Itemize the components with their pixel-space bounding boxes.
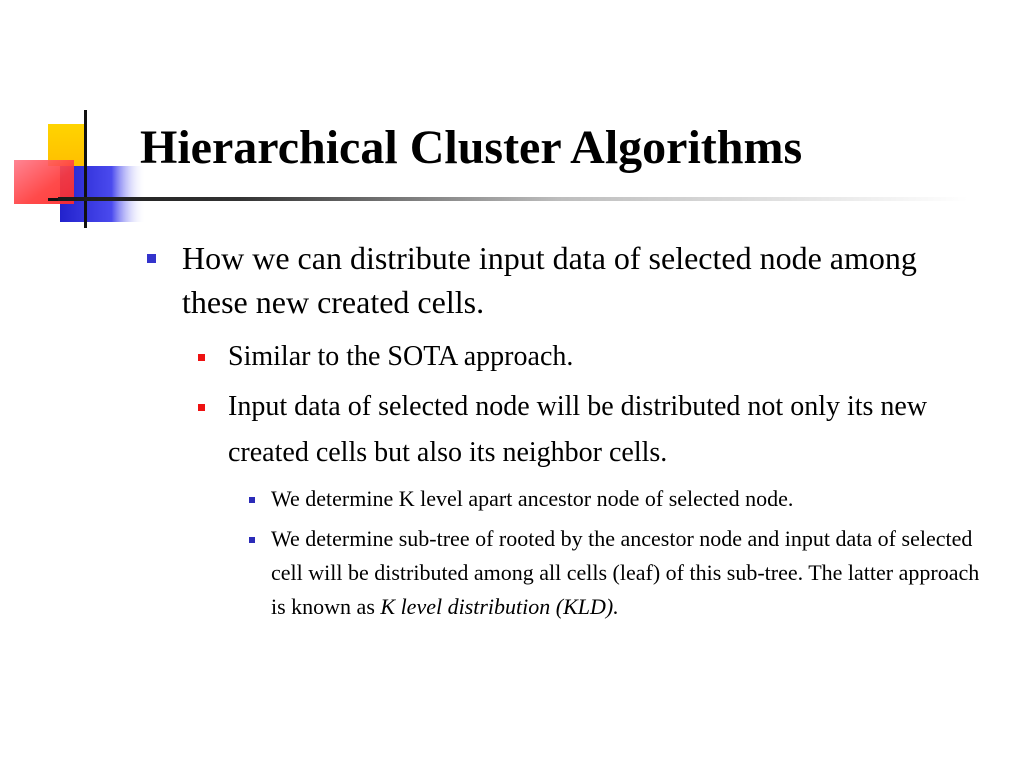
bullet-square-icon <box>249 497 255 503</box>
bullet-level2-item <box>228 334 988 380</box>
kld-term: K level distribution (KLD). <box>380 594 619 619</box>
bullet-level3-item <box>271 522 986 624</box>
bullet-square-icon <box>147 254 156 263</box>
bullet-text-main: We determine sub-tree of rooted by the ancestor node and input data of selected cell will be distributed among all cells (leaf) of this sub-tree. The latter approach is known as <box>271 526 980 619</box>
bullet-level2-item <box>228 384 988 476</box>
bullet-text: Input data of selected node will be distributed not only its new created cells but also its neighbor cells. <box>228 391 928 468</box>
bullet-text <box>271 522 986 624</box>
bullet-text: Similar to the SOTA approach. <box>228 341 574 372</box>
bullet-square-icon <box>198 404 205 411</box>
slide-title: Hierarchical Cluster Algorithms <box>140 121 803 174</box>
bullet-level1-item <box>182 236 982 324</box>
title-underline <box>58 197 968 201</box>
bullet-level3-item <box>271 482 991 516</box>
bullet-text: We determine K level apart ancestor node of selected node. <box>271 486 794 511</box>
bullet-text: How we can distribute input data of selected node among these new created cells. <box>182 240 917 320</box>
bullet-square-icon <box>198 354 205 361</box>
slide-logo-decoration <box>0 0 160 240</box>
bullet-square-icon <box>249 537 255 543</box>
